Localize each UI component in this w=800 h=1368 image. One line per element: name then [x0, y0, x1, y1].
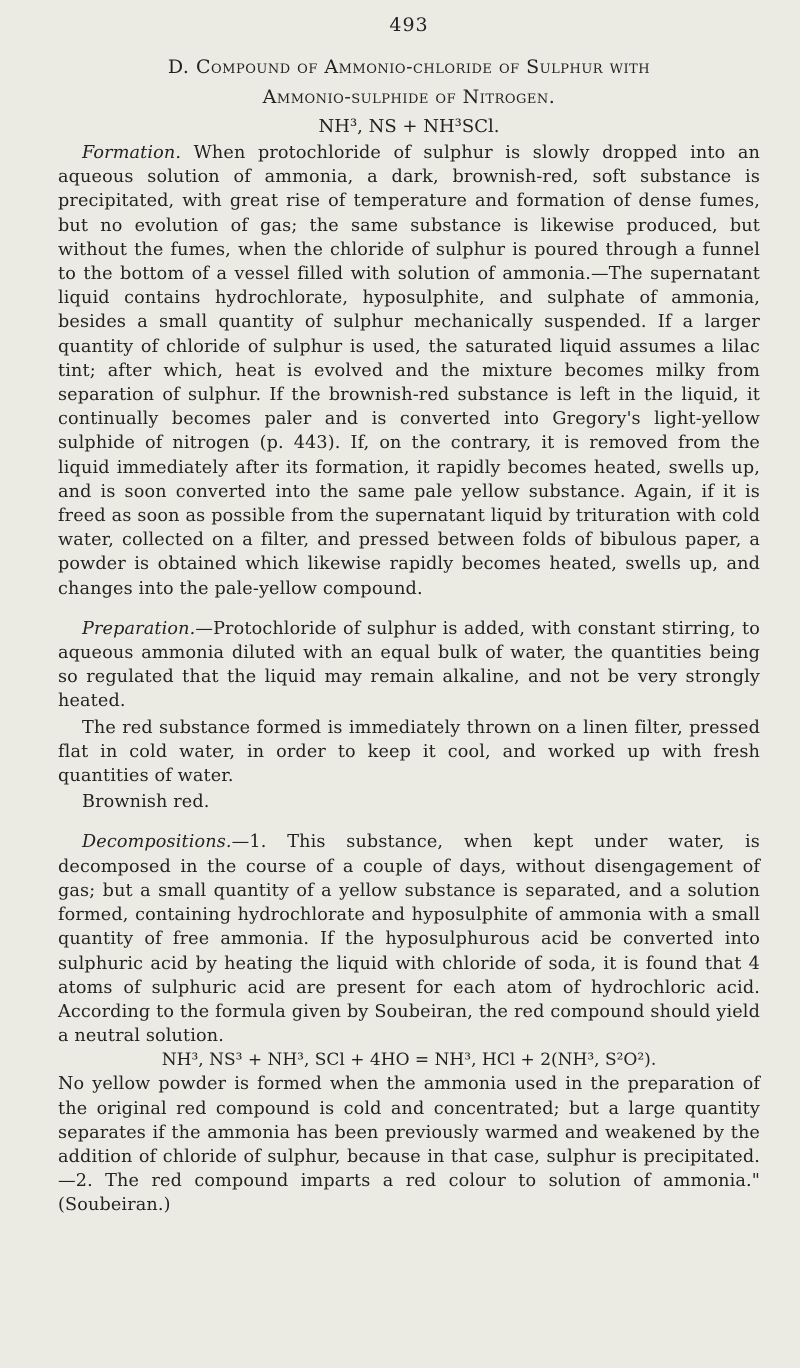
section-heading-line-1: D. Compound of Ammonio-chloride of Sulphur with	[167, 56, 651, 78]
formation-text: When protochloride of sulphur is slowly dropped into an aqueous solution of ammonia, a dark, brownish-red, soft substance is precipitated, with great rise of temperature and formation of dense fumes, but no evolution of gas; the same substance is likewise produced, but without the fumes, when the chloride of sulphur is poured through a funnel to the bottom of a vessel filled with solution of ammonia.—The supernatant liquid contains hydrochlorate, hyposulphite, and sulphate of ammonia, besides a small quantity of sulphur mechanically suspended. If a larger quantity of chloride of sulphur is used, the saturated liquid assumes a lilac tint; after which, heat is evolved and the mixture becomes milky from separation of sulphur. If the brownish-red substance is left in the liquid, it continually becomes paler and is converted into Gregory's light-yellow sulphide of nitrogen (p. 443). If, on the contrary, it is removed from the liquid immediately after its formation, it rapidly becomes heated, swells up, and is soon converted into the same pale yellow substance. Again, if it is freed as soon as possible from the supernatant liquid by trituration with cold water, collected on a filter, and pressed between folds of bibulous paper, a powder is obtained which likewise rapidly becomes heated, swells up, and changes into the pale-yellow compound.	[58, 143, 760, 599]
decompositions-text: —1. This substance, when kept under water, is decomposed in the course of a couple of days, without disengagement of gas; but a small quantity of a yellow substance is separated, and a solution formed, containing hydrochlorate and hyposulphite of ammonia with a small quantity of free ammonia. If the hyposulphurous acid be converted into sulphuric acid by heating the liquid with chloride of soda, it is found that 4 atoms of sulphuric acid are present for each atom of hydrochloric acid. According to the formula given by Soubeiran, the red compound should yield a neutral solution.	[58, 832, 760, 1047]
preparation-colour: Brownish red.	[82, 792, 210, 813]
formation-label: Formation.	[82, 143, 182, 163]
section-heading-line-2: Ammonio-sulphide of Nitrogen.	[262, 86, 556, 108]
preparation-paragraph	[58, 617, 760, 714]
preparation-paragraph-2: The red substance formed is immediately thrown on a linen filter, pressed flat in cold water, in order to keep it cool, and worked up with fresh quantities of water.	[58, 717, 760, 787]
formation-paragraph	[58, 141, 760, 601]
decompositions-paragraph-2: No yellow powder is formed when the ammonia used in the preparation of the original red compound is cold and concentrated; but a large quantity separates if the ammonia has been previously warmed and weakened by the addition of chloride of sulphur, because in that case, sulphur is precipitated.—2. The red compound imparts a red colour to solution of ammonia." (Soubeiran.)	[58, 1074, 760, 1216]
decompositions-label: Decompositions.	[82, 832, 232, 853]
compound-formula: NH³, NS + NH³SCl.	[318, 116, 500, 137]
preparation-label: Preparation.	[82, 618, 196, 639]
page-number: 493	[389, 14, 429, 36]
preparation-text: —Protochloride of sulphur is added, with constant stirring, to aqueous ammonia diluted with an equal bulk of water, the quantities being so regulated that the liquid may remain alkaline, and not be very strongly heated.	[58, 618, 760, 712]
decompositions-paragraph	[58, 830, 760, 1048]
decomposition-equation: NH³, NS³ + NH³, SCl + 4HO = NH³, HCl + 2(NH³, S²O²).	[161, 1050, 657, 1071]
